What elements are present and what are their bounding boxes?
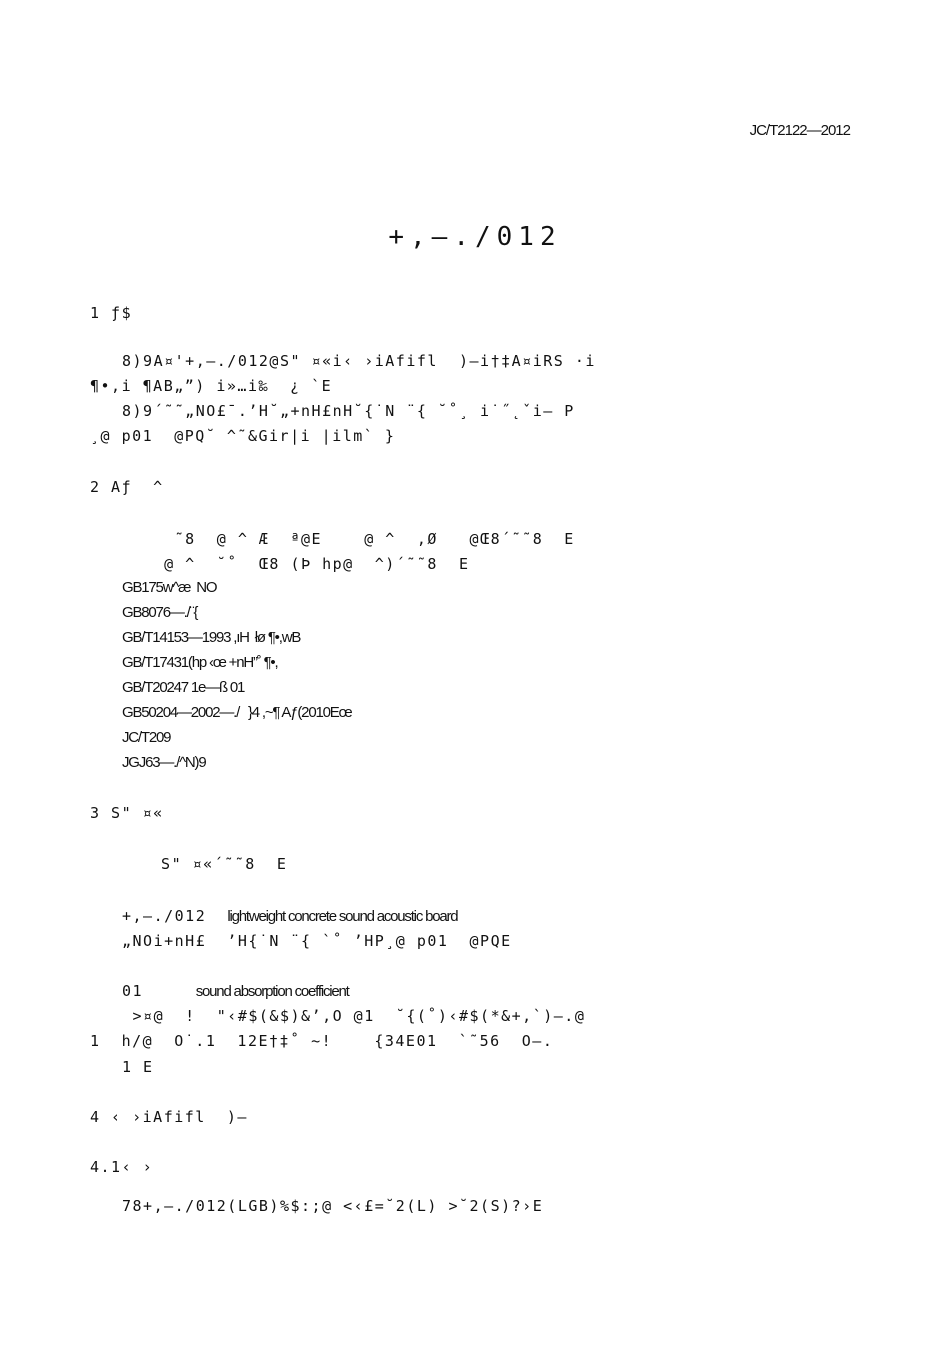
term-2-english: sound absorption coefficient	[195, 983, 349, 1000]
term-2-definition: 1 E	[122, 1058, 154, 1076]
section-1-heading: 1 ƒ$	[90, 304, 133, 322]
term-1	[122, 905, 457, 928]
reference-standard: GB8076—./¨{	[122, 604, 198, 621]
document-title: +,—./012	[388, 222, 562, 252]
section-2-intro: ˜8 @ ^ Æ ª@E @ ^ ,Ø @Œ8´˜˜8 E	[122, 530, 575, 548]
section-4-heading: 4 ‹ ›iAfifl )—	[90, 1108, 248, 1126]
reference-standard: GB50204—2002—./ }4 ,~¶ Aƒ(2010Eœ	[122, 704, 352, 721]
section-3-heading: 3 S" ¤«	[90, 804, 164, 822]
section-1-line: 8)9´˜˜„NO£¯.’H˘„+nH£nH˘{˙N ¨{ ˘˚¸ i˙˝˛ˇi— P	[122, 402, 575, 420]
reference-standard: GB/T20247 1e—ß 01	[122, 679, 245, 696]
section-2-intro: @ ^ ˘˚ Œ8 (Þ hp@ ^)´˜˜8 E	[122, 555, 470, 573]
standard-code: JC/T2122—2012	[749, 122, 850, 139]
reference-standard: GB/T14153—1993 ,ıH łø ¶•,wB	[122, 629, 301, 646]
section-2-heading: 2 Aƒ ^	[90, 478, 164, 496]
term-2-definition: >¤@ ! "‹#$(&$)&’,O @1 ˘{(˚)‹#$(*&+,`)—.@	[122, 1007, 586, 1025]
term-2	[122, 980, 349, 1003]
term-1-english: lightweight concrete sound acoustic board	[227, 908, 458, 925]
reference-standard: JGJ63—./^N)9	[122, 754, 206, 771]
term-1-definition: „NOi+nH£ ’H{˙N ¨{ `˚ ’HP¸@ p01 @PQE	[122, 932, 512, 950]
reference-standard: GB175w^æ NO	[122, 579, 217, 596]
term-2-label: 01	[122, 982, 144, 1000]
section-4-1-text: 78+,—./012(LGB)%$:;@ <‹£=˘2(L) >˘2(S)?›E	[122, 1197, 544, 1215]
section-4-1-heading: 4.1‹ ›	[90, 1158, 154, 1176]
reference-standard: GB/T17431(hp ‹œ +nH”˚ ¶•,	[122, 654, 278, 671]
term-1-label: +,—./012	[122, 907, 207, 925]
reference-standard: JC/T209	[122, 729, 171, 746]
section-1-line: ¸@ p01 @PQ˘ ^˜&Gir|i |ilm` }	[90, 427, 396, 445]
section-1-line: ¶•,i ¶AB„”) i»…i‰ ¿ `E	[90, 377, 333, 395]
section-1-line: 8)9A¤'+,—./012@S" ¤«i‹ ›iAfifl )—i†‡A¤iRS ·i	[122, 352, 596, 370]
term-2-definition: 1 h/@ O˙.1 12E†‡˚ ~! {34E01 `˜56 O—.	[90, 1032, 554, 1050]
section-3-intro: S" ¤«´˜˜8 E	[140, 855, 288, 873]
